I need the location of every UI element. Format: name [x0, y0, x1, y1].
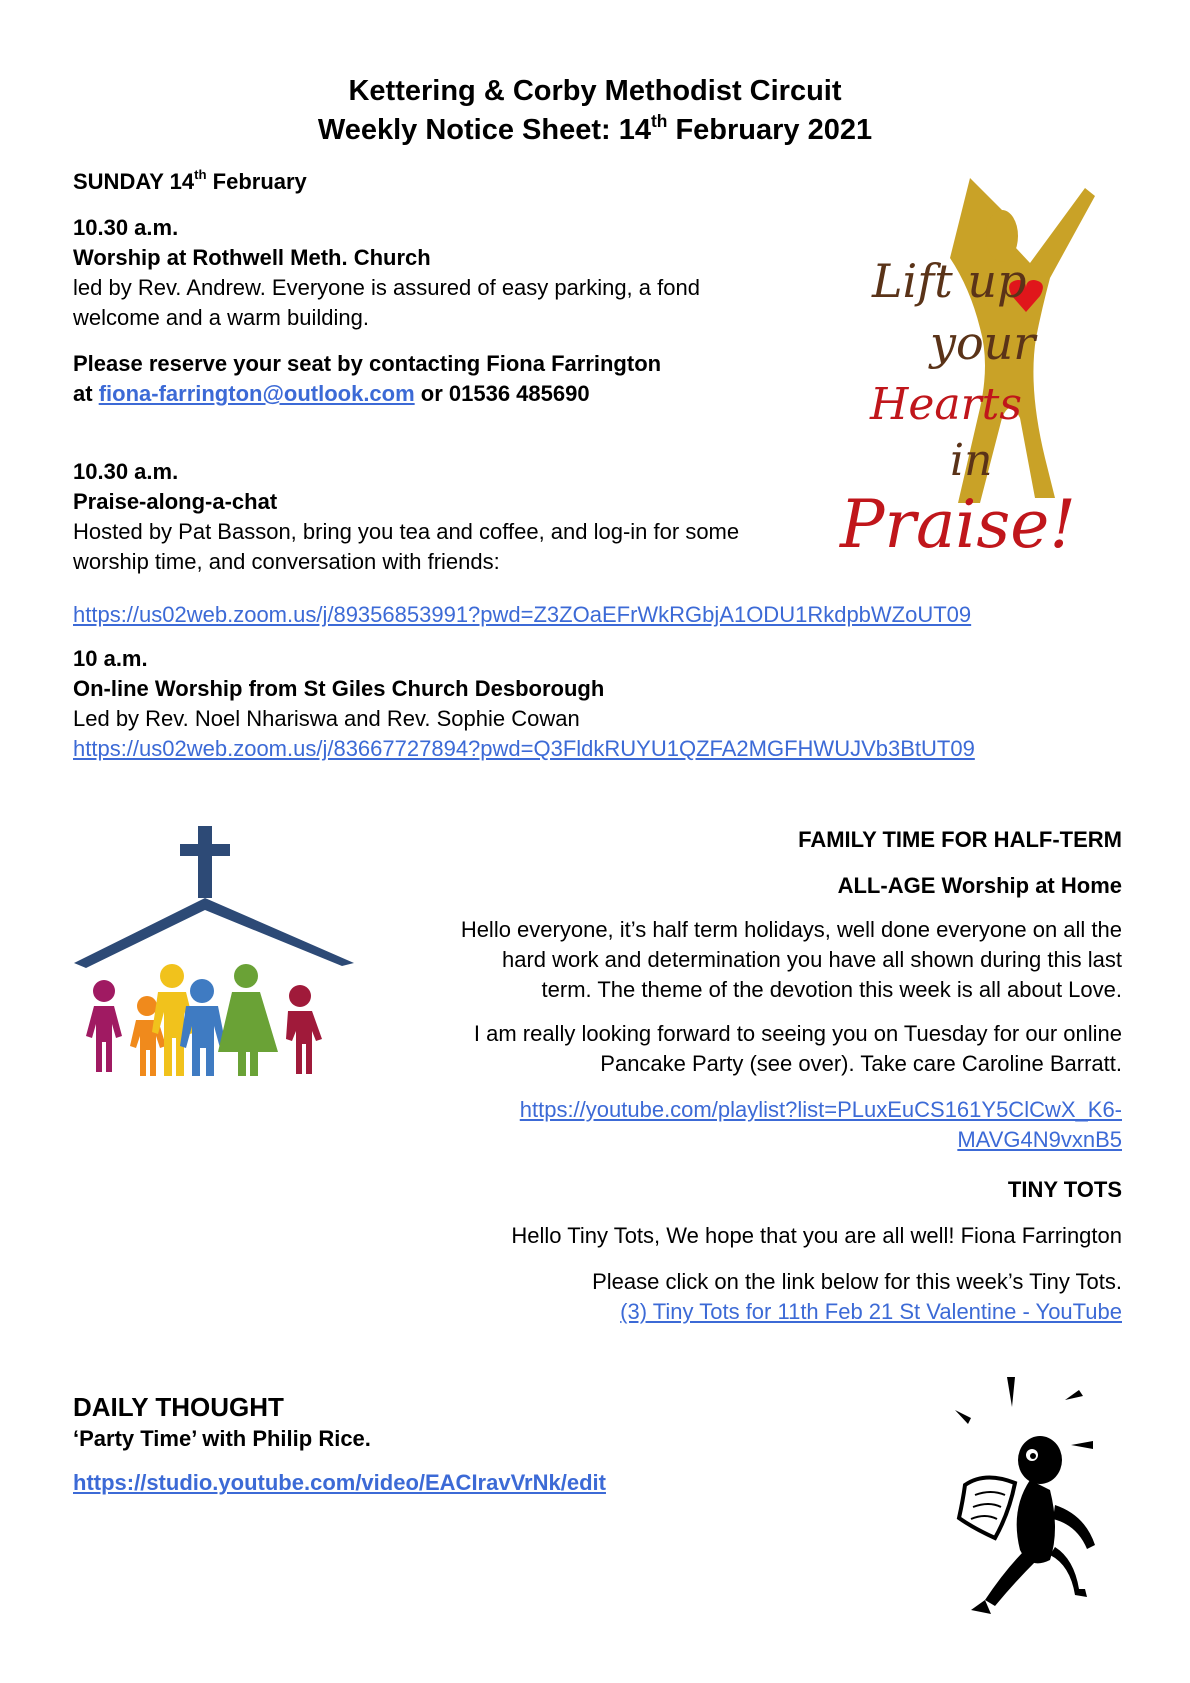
tots-youtube-link[interactable]: (3) Tiny Tots for 11th Feb 21 St Valentine - YouTube	[620, 1299, 1122, 1324]
daily-heading: DAILY THOUGHT	[73, 1392, 284, 1422]
subtitle-text-end: February 2021	[667, 114, 873, 146]
lift-up-hearts-graphic	[830, 168, 1130, 598]
event1-phone: or 01536 485690	[414, 381, 590, 406]
subtitle-sup: th	[650, 110, 668, 131]
page-subtitle	[0, 111, 1190, 150]
daily-subheading: ‘Party Time’ with Philip Rice.	[73, 1426, 371, 1451]
event2-desc-line2: worship time, and conversation with friends:	[73, 549, 500, 574]
event3-zoom-link[interactable]: https://us02web.zoom.us/j/83667727894?pwd=Q3FldkRUYU1QZFA2MGFHWUJVb3BtUT09	[73, 736, 975, 761]
event1-desc-line1: led by Rev. Andrew. Everyone is assured of easy parking, a fond	[73, 275, 700, 300]
family-para2-line2: Pancake Party (see over). Take care Caroline Barratt.	[600, 1051, 1122, 1076]
event2-block	[73, 457, 739, 577]
family-para2-line1: I am really looking forward to seeing you on Tuesday for our online	[473, 1021, 1122, 1046]
event1-desc-line2: welcome and a warm building.	[73, 305, 369, 330]
tots-line1: Hello Tiny Tots, We hope that you are all well! Fiona Farrington	[511, 1223, 1122, 1248]
sunday-heading	[73, 167, 307, 197]
family-para1-line2: hard work and determination you have all shown during this last	[501, 947, 1122, 972]
sunday-heading-text-end: February	[206, 169, 307, 194]
tots-section	[380, 1175, 1122, 1327]
event1-reserve-line1: Please reserve your seat by contacting Fiona Farrington	[73, 351, 662, 376]
daily-section	[73, 1390, 606, 1498]
praise-text: Praise!	[840, 486, 1076, 563]
family-subheading: ALL-AGE Worship at Home	[837, 873, 1122, 898]
event3-desc: Led by Rev. Noel Nhariswa and Rev. Sophie Cowan	[73, 706, 580, 731]
family-figures	[86, 964, 322, 1076]
event1-time: 10.30 a.m.	[73, 215, 179, 240]
family-para1-line1: Hello everyone, it’s half term holidays, well done everyone on all the	[460, 917, 1122, 942]
event3-title: On-line Worship from St Giles Church Desborough	[73, 676, 605, 701]
reading-man-graphic	[945, 1375, 1125, 1620]
church-family-icon	[72, 826, 357, 1076]
event1-title: Worship at Rothwell Meth. Church	[73, 245, 431, 270]
event2-zoom-link[interactable]: https://us02web.zoom.us/j/89356853991?pwd=Z3ZOaEFrWkRGbjA1ODU1RkdpbWZoUT09	[73, 602, 972, 627]
event1-block	[73, 213, 700, 333]
your-text: your	[930, 316, 1036, 370]
daily-studio-link[interactable]: https://studio.youtube.com/video/EACIravVrNk/edit	[73, 1470, 606, 1495]
reading-figure-icon	[945, 1375, 1125, 1620]
event1-reserve-at: at	[73, 381, 99, 406]
family-section	[380, 825, 1122, 1155]
event2-desc-line1: Hosted by Pat Basson, bring you tea and coffee, and log-in for some	[73, 519, 740, 544]
tots-heading: TINY TOTS	[1007, 1177, 1122, 1202]
hearts-text: Hearts	[870, 379, 1022, 430]
tots-line2: Please click on the link below for this week’s Tiny Tots.	[592, 1269, 1122, 1294]
event3-block	[73, 644, 975, 764]
sunday-heading-text: SUNDAY 14	[73, 169, 195, 194]
subtitle-text: Weekly Notice Sheet: 14	[317, 114, 651, 146]
lift-up-text: Lift up	[872, 254, 1027, 308]
event2-link-row	[73, 600, 971, 630]
event2-time: 10.30 a.m.	[73, 459, 179, 484]
event1-reserve-line2	[73, 379, 661, 409]
event1-reserve	[73, 349, 661, 409]
sunday-heading-sup: th	[194, 167, 207, 183]
event3-time: 10 a.m.	[73, 646, 148, 671]
family-heading: FAMILY TIME FOR HALF-TERM	[798, 827, 1122, 852]
page-title: Kettering & Corby Methodist Circuit	[348, 75, 842, 107]
event2-title: Praise-along-a-chat	[73, 489, 278, 514]
church-family-graphic	[72, 826, 357, 1076]
email-link[interactable]: fiona-farrington@outlook.com	[98, 381, 415, 406]
family-para1-line3: term. The theme of the devotion this week is all about Love.	[541, 977, 1122, 1002]
family-playlist-link[interactable]: https://youtube.com/playlist?list=PLuxEuCS161Y5ClCwX_K6-MAVG4N9vxnB5	[519, 1097, 1122, 1152]
in-text: in	[950, 435, 993, 486]
